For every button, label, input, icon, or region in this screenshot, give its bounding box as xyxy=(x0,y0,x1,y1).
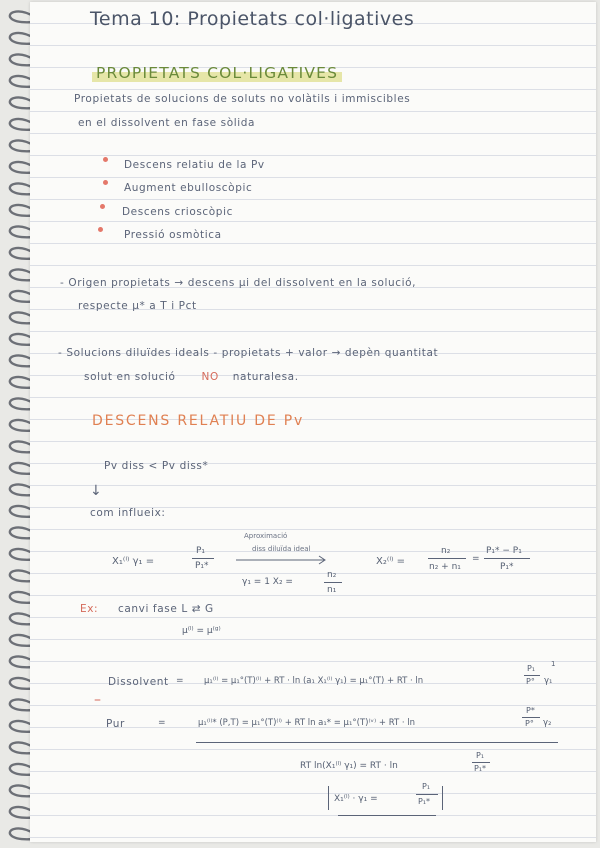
approx-condition: γ₁ = 1 X₂ = xyxy=(242,577,293,587)
note-origen-line-2: respecte μ* a T i Pct xyxy=(78,300,197,312)
subtraction-dash: – xyxy=(94,692,101,708)
bullet-item: Pressió osmòtica xyxy=(124,229,222,241)
approx-label-2: diss diluïda ideal xyxy=(252,545,311,553)
eq2-equals: = xyxy=(472,554,480,564)
dissolvent-tail: γ₁ xyxy=(544,676,553,686)
pur-frac-numerator: P* xyxy=(526,706,535,715)
result-underline xyxy=(196,742,558,743)
approx-numerator: n₂ xyxy=(327,570,337,580)
bullet-icon xyxy=(103,180,108,185)
pur-equals: = xyxy=(158,718,166,728)
result-underline xyxy=(338,815,436,816)
intro-line-2: en el dissolvent en fase sòlida xyxy=(78,117,256,129)
fraction-bar xyxy=(524,675,540,676)
eq2-lhs: X₂⁽ˡ⁾ = xyxy=(376,556,405,567)
fraction-bar xyxy=(428,558,466,559)
section-heading-propietats: PROPIETATS COL·LIGATIVES xyxy=(92,64,342,82)
bullet-icon xyxy=(98,227,103,232)
eq2-frac2-denominator: P₁* xyxy=(500,562,514,572)
bullet-item: Descens crioscòpic xyxy=(122,206,233,218)
dissolvent-frac-denominator: P° xyxy=(526,677,535,686)
pur-expression: μ₁⁽ˡ⁾* (P,T) = μ₁°(T)⁽ˡ⁾ + RT ln a₁* = μ₁°(T)⁽ᵛ⁾ + RT · ln xyxy=(198,718,416,728)
dissolvent-equals: = xyxy=(176,676,184,686)
dissolvent-exponent: 1 xyxy=(551,660,556,668)
result-1-expression: RT ln(X₁⁽ˡ⁾ γ₁) = RT · ln xyxy=(300,761,398,771)
dissolvent-expression: μ₁⁽ˡ⁾ = μ₁°(T)⁽ˡ⁾ + RT · ln (a₁ X₁⁽ˡ⁾ γ₁) = μ₁°(T) + RT · ln xyxy=(204,676,424,686)
note-naturalesa-text: naturalesa. xyxy=(232,371,299,383)
fraction-bar xyxy=(192,558,214,559)
note-no-emphasis: NO xyxy=(201,371,219,383)
note-origen-line-1: - Origen propietats → descens μi del dissolvent en la solució, xyxy=(60,277,417,289)
dissolvent-frac-numerator: P₁ xyxy=(527,664,536,673)
approx-arrow-icon xyxy=(234,555,330,565)
approx-label-1: Aproximació xyxy=(244,532,288,540)
result-2-frac-denominator: P₁* xyxy=(418,797,431,806)
result-1-frac-numerator: P₁ xyxy=(476,751,485,760)
eq2-frac1-numerator: n₂ xyxy=(441,546,451,556)
bullet-icon xyxy=(100,204,105,209)
fraction-bar xyxy=(522,717,540,718)
example-label: Ex: xyxy=(80,603,99,615)
pur-label: Pur xyxy=(106,718,125,730)
example-text: canvi fase L ⇄ G xyxy=(118,603,214,615)
note-solucions-line-2 xyxy=(84,371,299,383)
bullet-icon xyxy=(103,157,108,162)
result-box-right-bar xyxy=(442,786,443,810)
fraction-bar xyxy=(472,762,490,763)
result-2-expression: X₁⁽ˡ⁾ · γ₁ = xyxy=(334,794,378,804)
com-influeix-label: com influeix: xyxy=(90,507,166,519)
fraction-bar xyxy=(324,582,342,583)
page-title: Tema 10: Propietats col·ligatives xyxy=(90,8,415,30)
result-box-left-bar xyxy=(328,786,329,810)
result-1-frac-denominator: P₁* xyxy=(474,764,487,773)
down-arrow-icon: ↓ xyxy=(90,483,103,499)
section-heading-descens: DESCENS RELATIU DE Pv xyxy=(92,413,305,429)
inequality-pv: Pv diss < Pv diss* xyxy=(104,460,209,472)
example-equation: μ⁽ˡ⁾ = μ⁽ᵍ⁾ xyxy=(182,626,221,636)
pur-frac-denominator: P° xyxy=(525,719,534,728)
eq1-denominator: P₁* xyxy=(195,561,209,571)
eq1-lhs: X₁⁽ˡ⁾ γ₁ = xyxy=(112,556,155,567)
eq2-frac1-denominator: n₂ + n₁ xyxy=(429,562,461,572)
fraction-bar xyxy=(484,558,530,559)
bullet-item: Augment ebulloscòpic xyxy=(124,182,253,194)
pur-tail: γ₂ xyxy=(543,718,552,728)
eq1-numerator: P₁ xyxy=(196,546,206,556)
fraction-bar xyxy=(416,794,438,795)
approx-denominator: n₁ xyxy=(327,585,337,595)
note-solut-text: solut en solució xyxy=(84,371,176,383)
note-solucions-line-1: - Solucions diluïdes ideals - propietats + valor → depèn quantitat xyxy=(58,347,439,359)
intro-line-1: Propietats de solucions de soluts no volàtils i immiscibles xyxy=(74,93,411,105)
eq2-frac2-numerator: P₁* − P₁ xyxy=(486,546,522,556)
result-2-frac-numerator: P₁ xyxy=(422,782,431,791)
bullet-item: Descens relatiu de la Pv xyxy=(124,159,265,171)
dissolvent-label: Dissolvent xyxy=(108,676,169,688)
